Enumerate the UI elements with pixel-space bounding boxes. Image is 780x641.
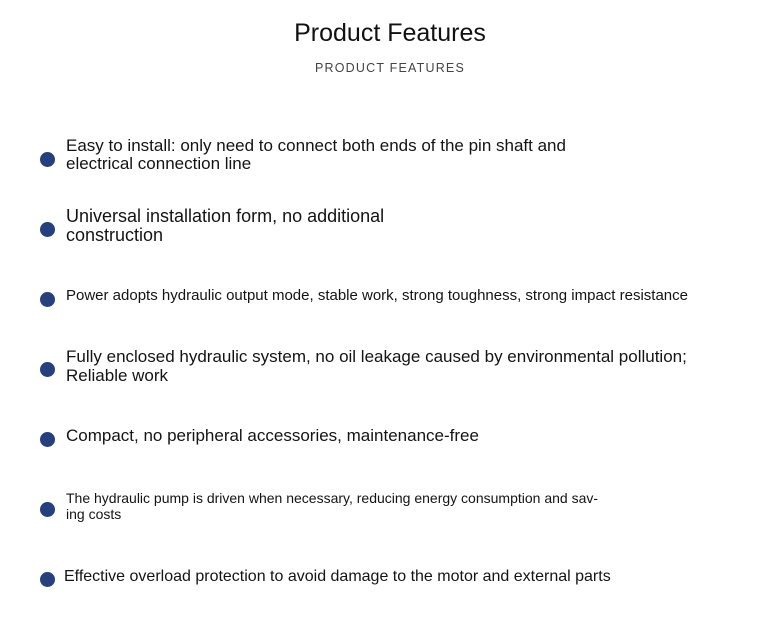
feature-text bbox=[66, 207, 384, 245]
bullet-dot-icon bbox=[40, 432, 55, 447]
page-title: Product Features bbox=[294, 19, 486, 47]
feature-text bbox=[66, 137, 566, 173]
bullet-dot-icon bbox=[40, 222, 55, 237]
feature-line: construction bbox=[66, 225, 164, 245]
feature-text bbox=[66, 347, 687, 385]
bullet-dot-icon bbox=[40, 362, 55, 377]
bullet-dot-icon bbox=[40, 572, 55, 587]
feature-text bbox=[66, 426, 479, 446]
feature-line: The hydraulic pump is driven when necessary, reducing energy consumption and sav- bbox=[66, 490, 599, 506]
feature-line: Compact, no peripheral accessories, maintenance-free bbox=[66, 426, 479, 445]
feature-line: ing costs bbox=[66, 506, 122, 522]
feature-line: Universal installation form, no additional bbox=[66, 206, 385, 226]
feature-line: Power adopts hydraulic output mode, stable work, strong toughness, strong impact resistance bbox=[66, 287, 688, 304]
page-subtitle: PRODUCT FEATURES bbox=[315, 61, 465, 75]
bullet-dot-icon bbox=[40, 502, 55, 517]
bullet-dot-icon bbox=[40, 292, 55, 307]
feature-line: Reliable work bbox=[66, 366, 169, 385]
bullet-dot-icon bbox=[40, 152, 55, 167]
feature-line: Fully enclosed hydraulic system, no oil leakage caused by environmental pollution; bbox=[66, 347, 687, 366]
feature-text bbox=[66, 490, 598, 522]
feature-line: Effective overload protection to avoid damage to the motor and external parts bbox=[64, 568, 611, 585]
feature-text bbox=[64, 567, 611, 587]
feature-text bbox=[66, 287, 688, 305]
feature-line: Easy to install: only need to connect both ends of the pin shaft and bbox=[66, 136, 566, 155]
feature-line: electrical connection line bbox=[66, 154, 252, 173]
